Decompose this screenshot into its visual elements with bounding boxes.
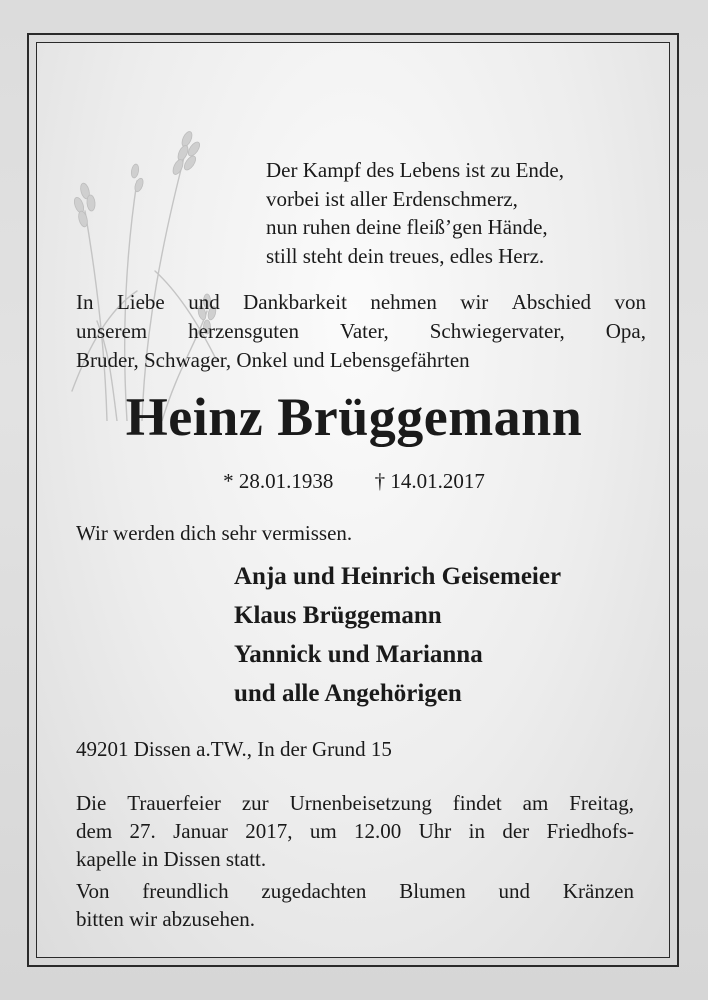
- word: Urnenbeisetzung: [289, 791, 432, 815]
- word: freundlich: [142, 879, 229, 903]
- flowers-line-2: bitten wir abzusehen.: [76, 907, 256, 931]
- family-list: [234, 557, 561, 713]
- word: zur: [241, 791, 269, 815]
- word: Freitag,: [569, 791, 634, 815]
- word: in: [468, 819, 485, 843]
- word: 2017,: [245, 819, 293, 843]
- word: Friedhofs-: [546, 819, 634, 843]
- word: dem: [76, 819, 113, 843]
- word: findet: [452, 791, 502, 815]
- word: nehmen: [370, 290, 437, 314]
- word: um: [309, 819, 337, 843]
- word: Schwiegervater,: [429, 319, 565, 343]
- family-member: Anja und Heinrich Geisemeier: [234, 563, 562, 590]
- word: Trauerfeier: [127, 791, 221, 815]
- word: der: [502, 819, 530, 843]
- poem-verse: [266, 156, 564, 270]
- birth-date: * 28.01.1938: [223, 469, 334, 493]
- word: 12.00: [354, 819, 402, 843]
- word: Vater,: [339, 319, 389, 343]
- address: 49201 Dissen a.TW., In der Grund 15: [76, 737, 392, 761]
- word: Dankbarkeit: [243, 290, 347, 314]
- ceremony-line-3: kapelle in Dissen statt.: [76, 847, 267, 871]
- word: In: [76, 290, 94, 314]
- word: herzensguten: [188, 319, 299, 343]
- word: wir: [460, 290, 489, 314]
- word: zugedachten: [261, 879, 367, 903]
- word: 27.: [129, 819, 156, 843]
- word: von: [614, 290, 646, 314]
- death-date: † 14.01.2017: [374, 469, 485, 493]
- word: Blumen: [399, 879, 466, 903]
- flowers-line-1: [76, 877, 634, 905]
- word: Abschied: [511, 290, 592, 314]
- ceremony-line-1: [76, 789, 634, 817]
- word: Januar: [173, 819, 228, 843]
- miss-text: Wir werden dich sehr vermissen.: [76, 521, 353, 545]
- deceased-name: Heinz Brüggemann: [125, 387, 583, 447]
- word: unserem: [76, 319, 148, 343]
- verse-line: Der Kampf des Lebens ist zu Ende,: [266, 158, 564, 182]
- word: Liebe: [116, 290, 165, 314]
- word: Kränzen: [562, 879, 634, 903]
- verse-line: vorbei ist aller Erdenschmerz,: [266, 186, 518, 211]
- word: Uhr: [418, 819, 452, 843]
- intro-line-1: [76, 288, 646, 317]
- word: Die: [76, 791, 107, 815]
- family-member: und alle Angehörigen: [234, 680, 462, 707]
- word: und: [188, 290, 220, 314]
- inner-border: [36, 42, 670, 958]
- intro-line-2: [76, 317, 646, 346]
- family-member: Yannick und Marianna: [234, 641, 483, 668]
- intro-paragraph: [76, 288, 646, 375]
- family-member: Klaus Brüggemann: [234, 602, 442, 629]
- word: am: [522, 791, 549, 815]
- verse-line: still steht dein treues, edles Herz.: [266, 243, 545, 268]
- word: Von: [76, 879, 110, 903]
- word: und: [498, 879, 531, 903]
- ceremony-line-2: [76, 817, 634, 845]
- ceremony-paragraph: [76, 789, 634, 873]
- intro-line-3: Bruder, Schwager, Onkel und Lebensgefährten: [76, 348, 470, 372]
- verse-line: nun ruhen deine fleiß’gen Hände,: [266, 215, 548, 239]
- life-dates: [37, 469, 670, 494]
- word: Opa,: [605, 319, 646, 343]
- flowers-paragraph: [76, 877, 634, 933]
